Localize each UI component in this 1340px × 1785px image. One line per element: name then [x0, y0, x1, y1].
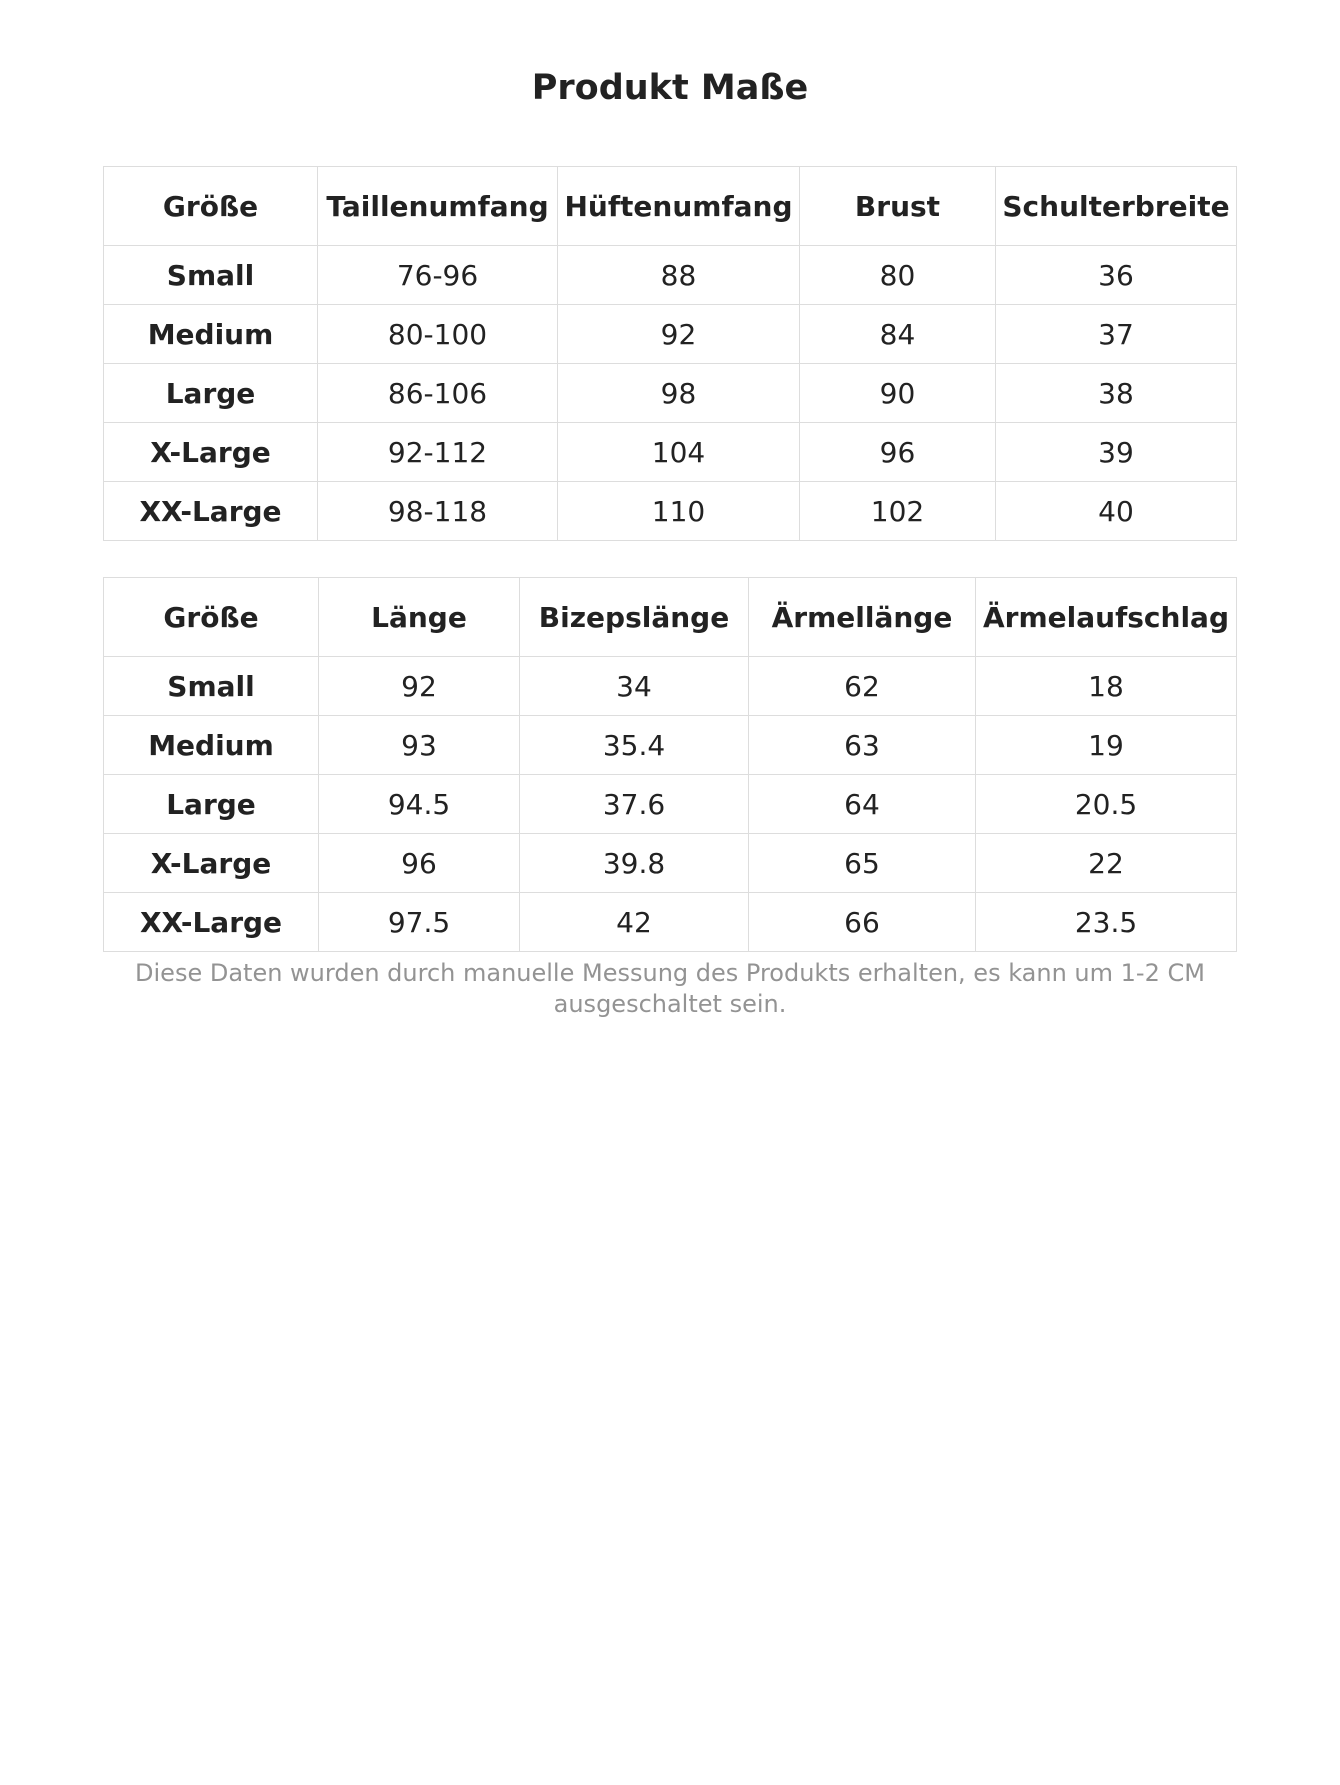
table-row [104, 246, 1237, 305]
table-cell: 39 [996, 423, 1237, 482]
size-label: X-Large [104, 423, 318, 482]
table-header-row [104, 578, 1237, 657]
column-header: Größe [104, 167, 318, 246]
table-cell: 92-112 [318, 423, 558, 482]
table-cell: 35.4 [520, 716, 749, 775]
table-cell: 96 [800, 423, 996, 482]
column-header: Taillenumfang [318, 167, 558, 246]
table-row [104, 775, 1237, 834]
table-cell: 22 [976, 834, 1237, 893]
table-header-row [104, 167, 1237, 246]
table-cell: 62 [749, 657, 976, 716]
size-label: Large [104, 775, 319, 834]
table-cell: 92 [558, 305, 800, 364]
table-cell: 66 [749, 893, 976, 952]
table-cell: 20.5 [976, 775, 1237, 834]
size-table-length-measurements [103, 577, 1237, 952]
table-cell: 92 [319, 657, 520, 716]
table-cell: 65 [749, 834, 976, 893]
table-cell: 80 [800, 246, 996, 305]
column-header: Länge [319, 578, 520, 657]
size-label: XX-Large [104, 482, 318, 541]
column-header: Ärmelaufschlag [976, 578, 1237, 657]
column-header: Größe [104, 578, 319, 657]
table-row [104, 364, 1237, 423]
table-cell: 18 [976, 657, 1237, 716]
table-cell: 80-100 [318, 305, 558, 364]
column-header: Ärmellänge [749, 578, 976, 657]
column-header: Hüftenumfang [558, 167, 800, 246]
table-cell: 37 [996, 305, 1237, 364]
size-label: Medium [104, 716, 319, 775]
size-label: X-Large [104, 834, 319, 893]
table-cell: 98-118 [318, 482, 558, 541]
table-cell: 19 [976, 716, 1237, 775]
table-cell: 94.5 [319, 775, 520, 834]
table-row [104, 834, 1237, 893]
page-title: Produkt Maße [531, 68, 809, 108]
table-row [104, 893, 1237, 952]
table-cell: 97.5 [319, 893, 520, 952]
table-cell: 86-106 [318, 364, 558, 423]
table-cell: 34 [520, 657, 749, 716]
column-header: Schulterbreite [996, 167, 1237, 246]
table-cell: 37.6 [520, 775, 749, 834]
size-label: Small [104, 246, 318, 305]
table-cell: 76-96 [318, 246, 558, 305]
table-row [104, 423, 1237, 482]
measurement-note-line-2: ausgeschaltet sein. [553, 990, 787, 1018]
measurement-note-line-1: Diese Daten wurden durch manuelle Messung des Produkts erhalten, es kann um 1-2 CM [135, 959, 1205, 987]
table-row [104, 657, 1237, 716]
table-cell: 96 [319, 834, 520, 893]
table-cell: 36 [996, 246, 1237, 305]
size-label: Medium [104, 305, 318, 364]
table-cell: 84 [800, 305, 996, 364]
table-cell: 42 [520, 893, 749, 952]
table-row [104, 482, 1237, 541]
measurement-note [90, 958, 1250, 1020]
table-cell: 104 [558, 423, 800, 482]
table-cell: 98 [558, 364, 800, 423]
table-row [104, 716, 1237, 775]
table-cell: 40 [996, 482, 1237, 541]
table-cell: 63 [749, 716, 976, 775]
table-cell: 23.5 [976, 893, 1237, 952]
table-cell: 39.8 [520, 834, 749, 893]
table-cell: 64 [749, 775, 976, 834]
table-cell: 110 [558, 482, 800, 541]
size-label: Large [104, 364, 318, 423]
table-cell: 90 [800, 364, 996, 423]
table-row [104, 305, 1237, 364]
column-header: Bizepslänge [520, 578, 749, 657]
table-cell: 93 [319, 716, 520, 775]
table-cell: 102 [800, 482, 996, 541]
column-header: Brust [800, 167, 996, 246]
size-label: Small [104, 657, 319, 716]
table-cell: 38 [996, 364, 1237, 423]
size-label: XX-Large [104, 893, 319, 952]
size-table-body-measurements [103, 166, 1237, 541]
table-cell: 88 [558, 246, 800, 305]
